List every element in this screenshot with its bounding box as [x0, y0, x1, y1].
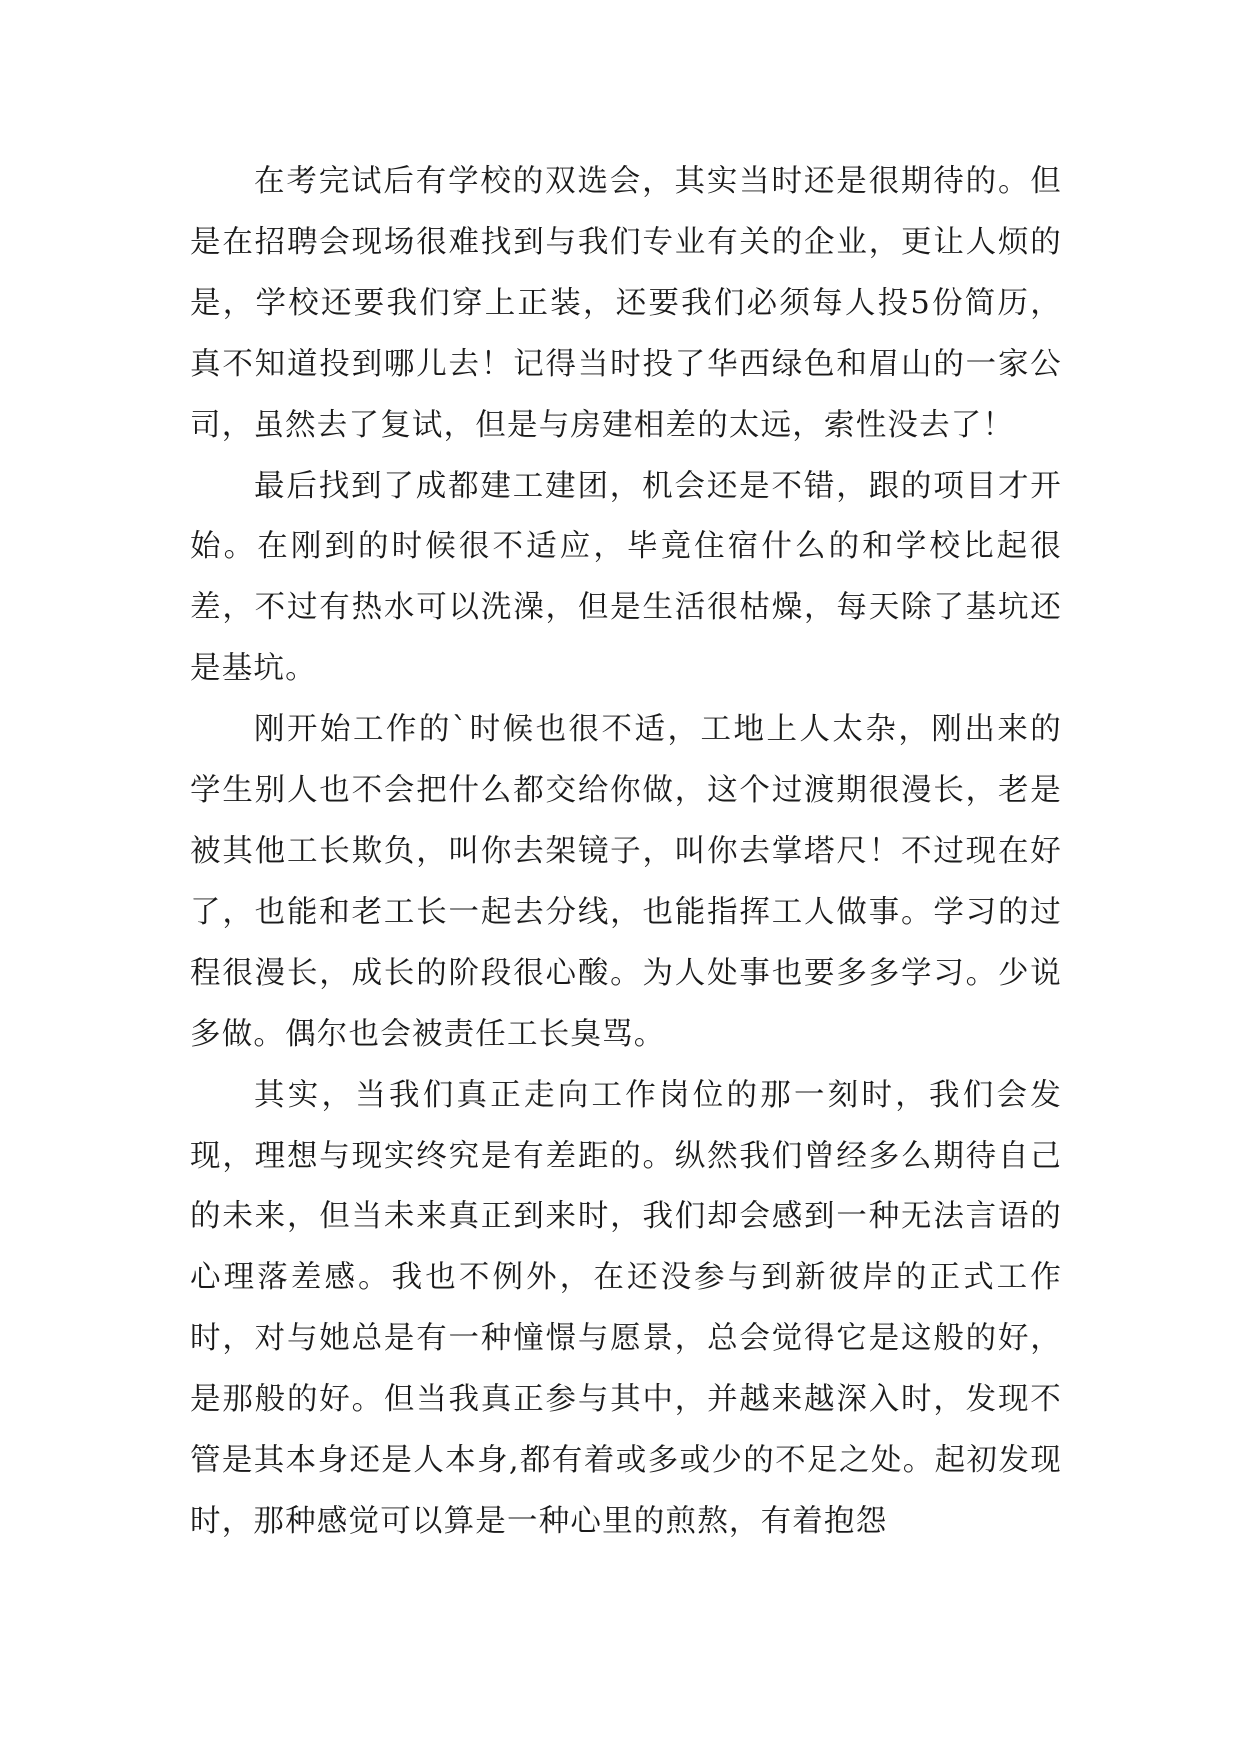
paragraph-ideal-vs-reality: 其实，当我们真正走向工作岗位的那一刻时，我们会发现，理想与现实终究是有差距的。纵然我们曾经多么期待自己的未来，但当未来真正到来时，我们却会感到一种无法言语的心理落差感。我也不例外，在还没参与到新彼岸的正式工作时，对与她总是有一种憧憬与愿景，总会觉得它是这般的好，是那般的好。但当我真正参与其中，并越来越深入时，发现不管是其本身还是人本身,都有着或多或少的不足之处。起初发现时，那种感觉可以算是一种心里的煎熬，有着抱怨: [190, 1077, 1062, 1539]
paragraph-chengdu-construction: 最后找到了成都建工建团，机会还是不错，跟的项目才开始。在刚到的时候很不适应，毕竟住宿什么的和学校比起很差，不过有热水可以洗澡，但是生活很枯燥，每天除了基坑还是基坑。: [190, 468, 1062, 687]
document-body: [190, 152, 1062, 1553]
paragraph-job-fair: 在考完试后有学校的双选会，其实当时还是很期待的。但是在招聘会现场很难找到与我们专业有关的企业，更让人烦的是，学校还要我们穿上正装，还要我们必须每人投5份简历，真不知道投到哪儿去！记得当时投了华西绿色和眉山的一家公司，虽然去了复试，但是与房建相差的太远，索性没去了！: [190, 164, 1062, 443]
paragraph-starting-work: 刚开始工作的`时候也很不适，工地上人太杂，刚出来的学生别人也不会把什么都交给你做，这个过渡期很漫长，老是被其他工长欺负，叫你去架镜子，叫你去掌塔尺！不过现在好了，也能和老工长一起去分线，也能指挥工人做事。学习的过程很漫长，成长的阶段很心酸。为人处事也要多多学习。少说多做。偶尔也会被责任工长臭骂。: [190, 712, 1062, 1052]
